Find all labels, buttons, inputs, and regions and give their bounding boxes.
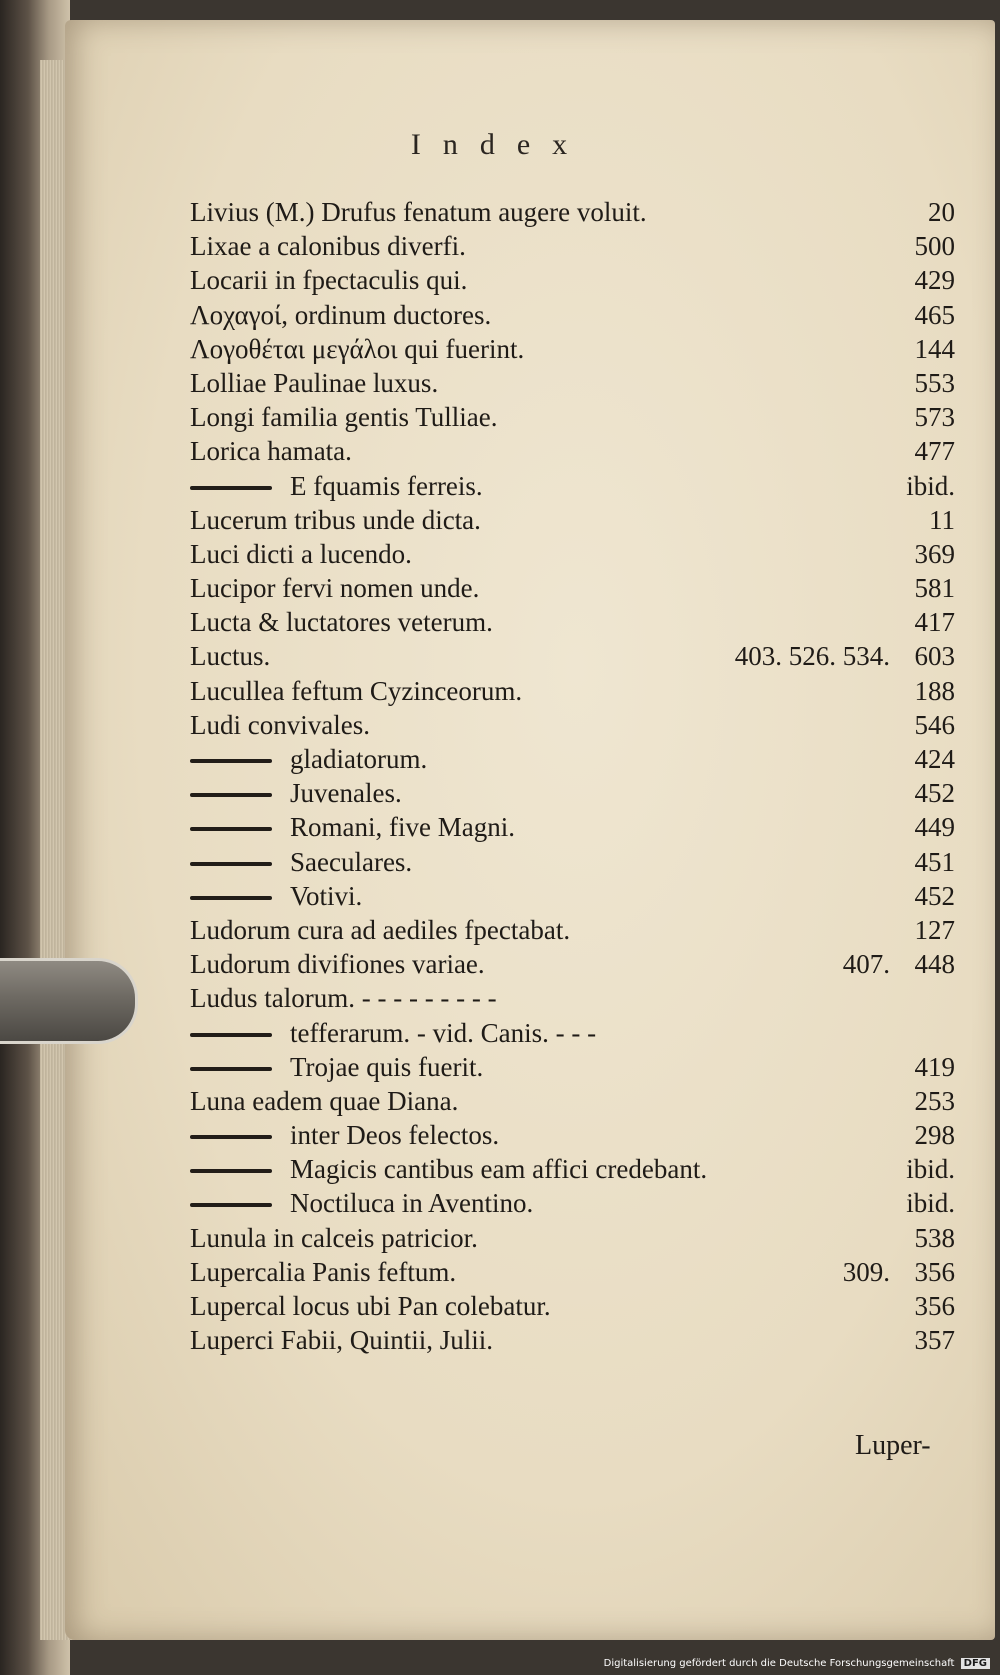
entry-page: 188 [914, 675, 955, 706]
entry-text: Lixae a calonibus diverfi. [190, 231, 466, 262]
entry-page: 452 [914, 778, 955, 809]
index-entry [190, 605, 955, 639]
entry-page: 603 [914, 641, 955, 672]
entry-text: Longi familia gentis Tulliae. [190, 402, 498, 433]
entry-text: Livius (M.) Drufus fenatum augere voluit. [190, 197, 647, 227]
entry-page: 11 [929, 504, 955, 535]
entry-text: Votivi. [290, 880, 363, 911]
ditto-dash [190, 1203, 272, 1207]
index-entry [190, 1016, 955, 1050]
entry-text: Luna eadem quae Diana. [190, 1085, 459, 1116]
index-entry [190, 434, 955, 468]
ditto-dash [190, 862, 272, 866]
entry-text: Luctus. [190, 641, 271, 672]
ditto-dash [190, 896, 272, 900]
dfg-badge: DFG [961, 1658, 990, 1669]
entry-page: 553 [914, 367, 955, 398]
index-entry [190, 708, 955, 742]
index-entry [190, 469, 955, 503]
entry-text: Noctiluca in Aventino. [290, 1188, 534, 1219]
index-entry [190, 1152, 955, 1186]
index-entry [190, 332, 955, 366]
entry-extra-pages: 309. [842, 1256, 890, 1287]
index-entry [190, 1186, 955, 1220]
entry-page: 448 [914, 949, 955, 980]
entry-page: 357 [914, 1325, 955, 1356]
index-entry [190, 1084, 955, 1118]
entry-text: Lucipor fervi nomen unde. [190, 573, 480, 604]
entry-text: Saeculares. [290, 846, 413, 877]
index-entry [190, 639, 955, 673]
entry-page: 452 [914, 880, 955, 911]
entry-text: Lorica hamata. [190, 436, 352, 467]
index-entries [190, 195, 955, 1357]
entry-text: Lolliae Paulinae luxus. [190, 367, 439, 398]
entry-page: 253 [914, 1085, 955, 1116]
entry-text: Lucerum tribus unde dicta. [190, 504, 481, 535]
index-entry [190, 366, 955, 400]
index-entry [190, 229, 955, 263]
index-entry [190, 879, 955, 913]
index-entry [190, 1118, 955, 1152]
entry-text: inter Deos felectos. [290, 1120, 500, 1151]
ditto-dash [190, 759, 272, 763]
entry-text: E fquamis ferreis. [290, 470, 483, 501]
entry-text: Lucullea feftum Cyzinceorum. [190, 675, 523, 706]
entry-page: 429 [914, 265, 955, 296]
entry-page: ibid. [906, 470, 955, 501]
index-entry [190, 298, 955, 332]
index-entry [190, 571, 955, 605]
entry-text: Lunula in calceis patricior. [190, 1222, 478, 1253]
entry-page: 451 [914, 846, 955, 877]
entry-page: 538 [914, 1222, 955, 1253]
index-entry [190, 947, 955, 981]
entry-text: Lupercal locus ubi Pan colebatur. [190, 1291, 551, 1321]
index-entry [190, 537, 955, 571]
entry-extra-pages: 407. [842, 949, 890, 980]
entry-text: tefferarum. - vid. Canis. - - - [290, 1017, 597, 1048]
index-entry [190, 1050, 955, 1084]
index-entry [190, 674, 955, 708]
entry-page: 424 [914, 744, 955, 774]
entry-page: 581 [914, 573, 955, 604]
entry-text: Trojae quis fuerit. [290, 1051, 484, 1082]
entry-page: 419 [914, 1051, 955, 1082]
ditto-dash [190, 827, 272, 831]
index-entry [190, 981, 955, 1015]
entry-text: Ludus talorum. - - - - - - - - - [190, 983, 497, 1014]
index-entry [190, 400, 955, 434]
index-entry [190, 1289, 955, 1323]
entry-page: ibid. [906, 1188, 955, 1219]
digitization-credit [0, 1658, 990, 1669]
index-entry [190, 742, 955, 776]
index-entry [190, 845, 955, 879]
entry-text: Luperci Fabii, Quintii, Julii. [190, 1325, 493, 1356]
entry-page: 573 [914, 402, 955, 433]
entry-text: Ludorum cura ad aediles fpectabat. [190, 914, 571, 945]
ditto-dash [190, 1067, 272, 1071]
page-header: Index [410, 128, 590, 161]
entry-text: Romani, five Magni. [290, 812, 515, 843]
entry-text: Ludorum divifiones variae. [190, 949, 485, 980]
index-entry [190, 263, 955, 297]
entry-text: Λοχαγοί, ordinum ductores. [190, 299, 492, 330]
entry-page: 417 [914, 607, 955, 638]
index-entry [190, 913, 955, 947]
entry-text: Luci dicti a lucendo. [190, 538, 412, 569]
entry-text: Juvenales. [290, 778, 402, 809]
entry-page: 546 [914, 709, 955, 740]
ditto-dash [190, 486, 272, 490]
entry-page: 449 [914, 812, 955, 843]
credit-text: Digitalisierung gefördert durch die Deutsche Forschungsgemeinschaft [603, 1658, 955, 1669]
index-entry [190, 1221, 955, 1255]
entry-text: gladiatorum. [290, 744, 428, 774]
index-entry [190, 195, 955, 229]
entry-text: Ludi convivales. [190, 709, 370, 740]
entry-page: 500 [914, 231, 955, 262]
ditto-dash [190, 1033, 272, 1037]
entry-text: Lucta & luctatores veterum. [190, 607, 493, 638]
index-entry [190, 810, 955, 844]
entry-text: Lupercalia Panis feftum. [190, 1256, 457, 1287]
entry-page: 356 [914, 1256, 955, 1287]
entry-text: Locarii in fpectaculis qui. [190, 265, 468, 296]
entry-page: 477 [914, 436, 955, 467]
entry-text: Magicis cantibus eam affici credebant. [290, 1154, 708, 1185]
book-clip [0, 958, 138, 1044]
ditto-dash [190, 1135, 272, 1139]
entry-page: 465 [914, 299, 955, 330]
entry-page: 298 [914, 1120, 955, 1151]
index-entry [190, 1255, 955, 1289]
ditto-dash [190, 1169, 272, 1173]
index-entry [190, 503, 955, 537]
entry-page: 356 [914, 1291, 955, 1321]
entry-extra-pages: 403. 526. 534. [734, 641, 890, 672]
ditto-dash [190, 793, 272, 797]
catchword: Luper- [855, 1430, 931, 1461]
entry-page: 369 [914, 538, 955, 569]
entry-page: 20 [928, 197, 955, 227]
index-entry [190, 1323, 955, 1357]
entry-text: Λογοθέται μεγάλοι qui fuerint. [190, 333, 525, 364]
entry-page: 144 [914, 333, 955, 364]
index-entry [190, 776, 955, 810]
entry-page: 127 [914, 914, 955, 945]
entry-page: ibid. [906, 1154, 955, 1185]
